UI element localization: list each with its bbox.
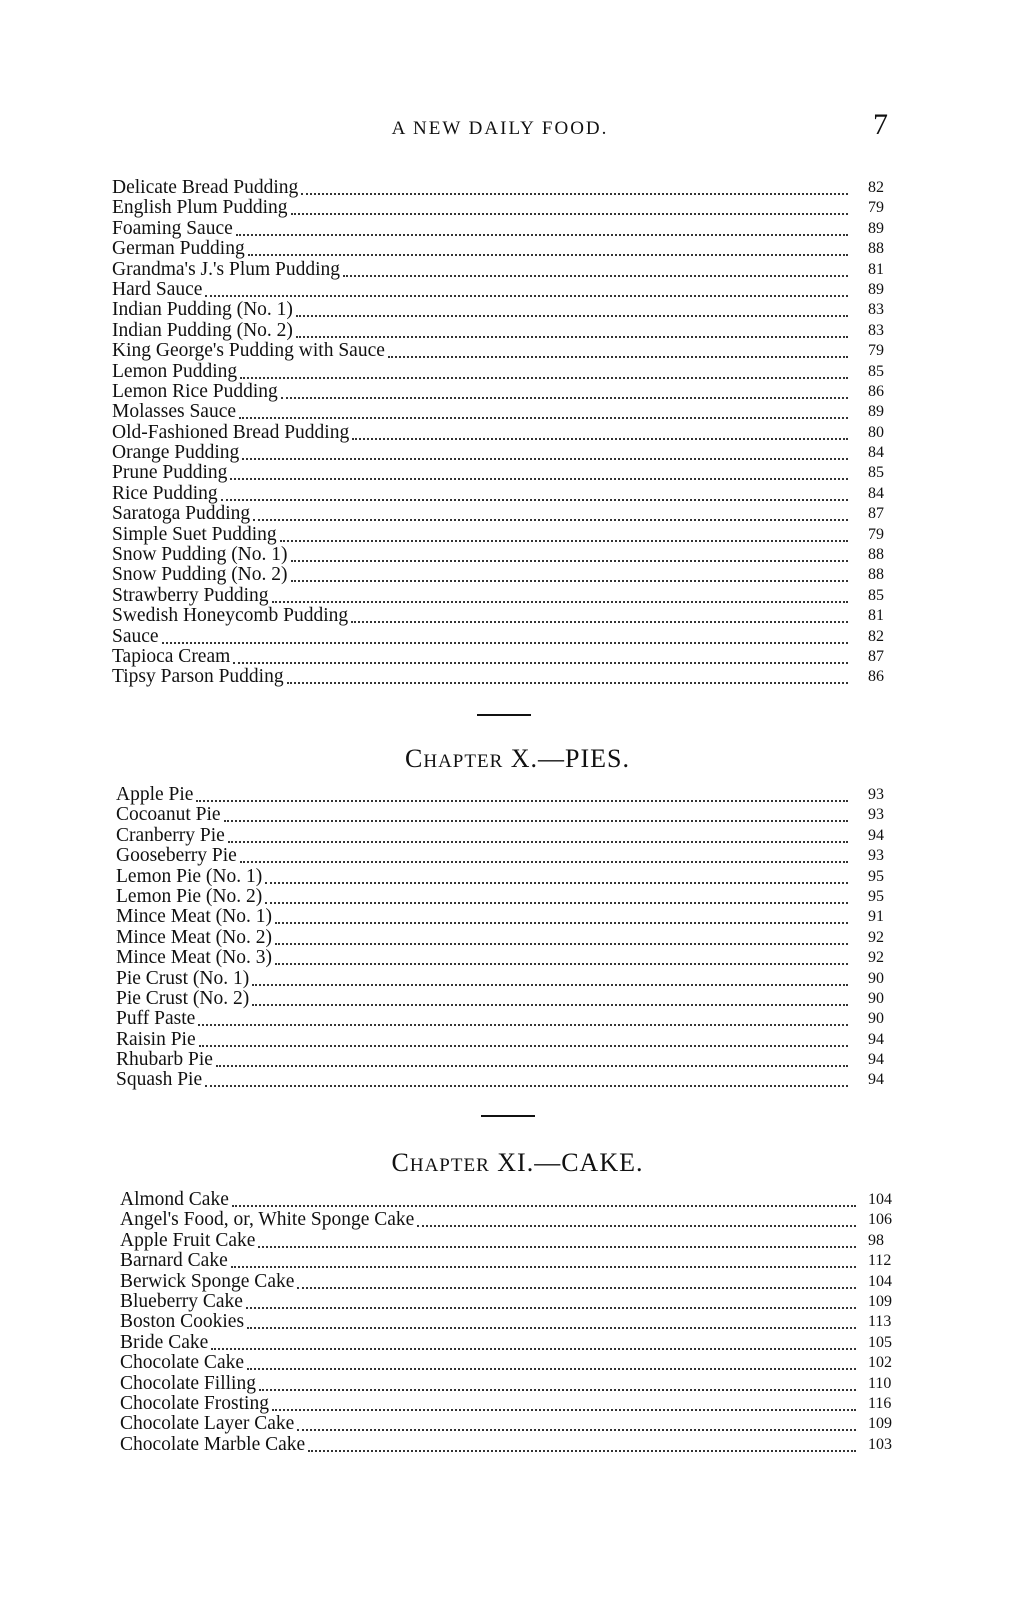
entry-page-number: 90 bbox=[868, 969, 884, 987]
toc-entry bbox=[0, 239, 1035, 259]
entry-page-number: 93 bbox=[868, 847, 884, 865]
entry-title: King George's Pudding with Sauce bbox=[112, 340, 385, 362]
toc-entry bbox=[0, 826, 1035, 846]
leader-dots bbox=[280, 540, 848, 542]
leader-dots bbox=[272, 1409, 856, 1411]
leader-dots bbox=[291, 580, 848, 582]
toc-entry bbox=[0, 362, 1035, 382]
toc-entry bbox=[0, 647, 1035, 667]
entry-page-number: 90 bbox=[868, 1010, 884, 1028]
toc-entry bbox=[0, 586, 1035, 606]
entry-page-number: 105 bbox=[868, 1333, 892, 1351]
toc-entry bbox=[0, 504, 1035, 524]
entry-title: Tapioca Cream bbox=[112, 645, 231, 667]
entry-title: Chocolate Frosting bbox=[120, 1392, 269, 1414]
entry-page-number: 88 bbox=[868, 240, 884, 258]
leader-dots bbox=[246, 1307, 856, 1309]
leader-dots bbox=[296, 336, 848, 338]
entry-title: Molasses Sauce bbox=[112, 401, 237, 423]
entry-title: Lemon Pudding bbox=[112, 360, 238, 382]
entry-title: Chocolate Filling bbox=[120, 1372, 256, 1394]
entry-title: Snow Pudding (No. 1) bbox=[112, 544, 288, 566]
entry-title: Cranberry Pie bbox=[116, 824, 225, 846]
toc-entry bbox=[0, 887, 1035, 907]
entry-title: Snow Pudding (No. 2) bbox=[112, 564, 288, 586]
leader-dots bbox=[291, 213, 848, 215]
toc-entry bbox=[0, 402, 1035, 422]
toc-entry bbox=[0, 1231, 1035, 1251]
toc-entry bbox=[0, 1435, 1035, 1455]
leader-dots bbox=[351, 621, 848, 623]
toc-entry bbox=[0, 1353, 1035, 1373]
leader-dots bbox=[230, 478, 848, 480]
chapter-heading-title: XI.—CAKE. bbox=[497, 1148, 644, 1177]
leader-dots bbox=[252, 1004, 848, 1006]
entry-page-number: 98 bbox=[868, 1231, 884, 1249]
leader-dots bbox=[196, 800, 848, 802]
page-header bbox=[0, 108, 1035, 148]
leader-dots bbox=[272, 601, 848, 603]
entry-page-number: 87 bbox=[868, 647, 884, 665]
toc-entry bbox=[0, 606, 1035, 626]
entry-title: Chocolate Marble Cake bbox=[120, 1433, 306, 1455]
toc-entry bbox=[0, 423, 1035, 443]
leader-dots bbox=[253, 519, 848, 521]
entry-page-number: 94 bbox=[868, 826, 884, 844]
entry-page-number: 85 bbox=[868, 464, 884, 482]
entry-title: Squash Pie bbox=[116, 1069, 203, 1091]
entry-title: Apple Fruit Cake bbox=[120, 1229, 256, 1251]
leader-dots bbox=[205, 295, 848, 297]
toc-entry bbox=[0, 1070, 1035, 1090]
leader-dots bbox=[162, 642, 848, 644]
entry-page-number: 83 bbox=[868, 301, 884, 319]
leader-dots bbox=[258, 1246, 856, 1248]
entry-title: Barnard Cake bbox=[120, 1250, 228, 1272]
section-divider bbox=[477, 714, 531, 716]
toc-list-puddings bbox=[0, 178, 1035, 688]
leader-dots bbox=[236, 234, 848, 236]
leader-dots bbox=[240, 861, 848, 863]
leader-dots bbox=[211, 1348, 856, 1350]
entry-title: Rhubarb Pie bbox=[116, 1049, 213, 1071]
toc-entry bbox=[0, 1050, 1035, 1070]
toc-entry bbox=[0, 805, 1035, 825]
toc-entry bbox=[0, 667, 1035, 687]
toc-entry bbox=[0, 280, 1035, 300]
toc-entry bbox=[0, 300, 1035, 320]
entry-title: Foaming Sauce bbox=[112, 217, 233, 239]
toc-entry bbox=[0, 785, 1035, 805]
toc-entry bbox=[0, 1251, 1035, 1271]
leader-dots bbox=[259, 1389, 856, 1391]
leader-dots bbox=[343, 275, 848, 277]
entry-page-number: 82 bbox=[868, 179, 884, 196]
entry-title: Orange Pudding bbox=[112, 442, 240, 464]
leader-dots bbox=[247, 1368, 856, 1370]
entry-title: Indian Pudding (No. 2) bbox=[112, 319, 293, 341]
leader-dots bbox=[232, 1205, 856, 1207]
entry-title: Blueberry Cake bbox=[120, 1290, 243, 1312]
entry-title: Mince Meat (No. 2) bbox=[116, 926, 272, 948]
entry-title: Old-Fashioned Bread Pudding bbox=[112, 421, 350, 443]
entry-page-number: 84 bbox=[868, 484, 884, 502]
entry-title: Tipsy Parson Pudding bbox=[112, 666, 284, 688]
entry-title: Strawberry Pudding bbox=[112, 584, 269, 606]
entry-title: Lemon Rice Pudding bbox=[112, 380, 278, 402]
leader-dots bbox=[287, 682, 848, 684]
toc-entry bbox=[0, 1292, 1035, 1312]
leader-dots bbox=[242, 458, 848, 460]
entry-title: Boston Cookies bbox=[120, 1311, 245, 1333]
entry-page-number: 94 bbox=[868, 1030, 884, 1048]
entry-page-number: 94 bbox=[868, 1071, 884, 1089]
entry-title: Rice Pudding bbox=[112, 482, 218, 504]
leader-dots bbox=[275, 922, 848, 924]
entry-title: Pie Crust (No. 2) bbox=[116, 987, 250, 1009]
entry-title: Grandma's J.'s Plum Pudding bbox=[112, 258, 341, 280]
leader-dots bbox=[417, 1225, 856, 1227]
chapter-heading-prefix: CHAPTER bbox=[391, 1148, 490, 1177]
entry-page-number: 79 bbox=[868, 525, 884, 543]
entry-page-number: 93 bbox=[868, 806, 884, 824]
entry-page-number: 90 bbox=[868, 989, 884, 1007]
toc-entry bbox=[0, 907, 1035, 927]
toc-entry bbox=[0, 260, 1035, 280]
entry-page-number: 109 bbox=[868, 1415, 892, 1433]
entry-title: Apple Pie bbox=[116, 784, 194, 805]
leader-dots bbox=[308, 1450, 856, 1452]
toc-entry bbox=[0, 627, 1035, 647]
entry-page-number: 93 bbox=[868, 786, 884, 803]
toc-entry bbox=[0, 989, 1035, 1009]
entry-page-number: 79 bbox=[868, 199, 884, 217]
leader-dots bbox=[239, 417, 848, 419]
entry-title: Sauce bbox=[112, 625, 159, 647]
entry-page-number: 89 bbox=[868, 403, 884, 421]
entry-page-number: 79 bbox=[868, 342, 884, 360]
entry-title: German Pudding bbox=[112, 238, 245, 260]
toc-entry bbox=[0, 1414, 1035, 1434]
leader-dots bbox=[231, 1266, 856, 1268]
leader-dots bbox=[275, 963, 848, 965]
entry-title: Cocoanut Pie bbox=[116, 804, 221, 826]
toc-entry bbox=[0, 484, 1035, 504]
leader-dots bbox=[297, 1287, 856, 1289]
entry-page-number: 106 bbox=[868, 1211, 892, 1229]
entry-title: Chocolate Layer Cake bbox=[120, 1413, 295, 1435]
chapter-heading-title: X.—PIES. bbox=[510, 744, 630, 773]
entry-title: Indian Pudding (No. 1) bbox=[112, 299, 293, 321]
entry-page-number: 104 bbox=[868, 1191, 892, 1208]
leader-dots bbox=[265, 882, 848, 884]
toc-entry bbox=[0, 948, 1035, 968]
entry-title: Chocolate Cake bbox=[120, 1352, 244, 1374]
toc-entry bbox=[0, 846, 1035, 866]
page-number: 7 bbox=[873, 108, 888, 141]
toc-entry bbox=[0, 1190, 1035, 1210]
entry-page-number: 83 bbox=[868, 321, 884, 339]
toc-entry bbox=[0, 1030, 1035, 1050]
entry-title: Prune Pudding bbox=[112, 462, 228, 484]
entry-page-number: 84 bbox=[868, 444, 884, 462]
leader-dots bbox=[221, 499, 848, 501]
toc-entry bbox=[0, 1272, 1035, 1292]
toc-entry bbox=[0, 321, 1035, 341]
leader-dots bbox=[198, 1024, 848, 1026]
entry-title: Delicate Bread Pudding bbox=[112, 177, 299, 198]
toc-entry bbox=[0, 969, 1035, 989]
entry-title: Saratoga Pudding bbox=[112, 503, 251, 525]
leader-dots bbox=[233, 662, 848, 664]
entry-title: Lemon Pie (No. 1) bbox=[116, 865, 263, 887]
leader-dots bbox=[228, 841, 848, 843]
leader-dots bbox=[301, 193, 848, 195]
entry-page-number: 113 bbox=[868, 1313, 892, 1331]
entry-title: Hard Sauce bbox=[112, 278, 203, 300]
leader-dots bbox=[297, 1429, 856, 1431]
toc-entry bbox=[0, 219, 1035, 239]
entry-page-number: 92 bbox=[868, 949, 884, 967]
entry-page-number: 94 bbox=[868, 1051, 884, 1069]
toc-entry bbox=[0, 525, 1035, 545]
toc-entry bbox=[0, 1333, 1035, 1353]
toc-entry bbox=[0, 1009, 1035, 1029]
entry-title: Simple Suet Pudding bbox=[112, 523, 277, 545]
leader-dots bbox=[265, 902, 848, 904]
entry-page-number: 86 bbox=[868, 382, 884, 400]
toc-list-pies bbox=[0, 785, 1035, 1091]
leader-dots bbox=[388, 356, 848, 358]
leader-dots bbox=[216, 1065, 848, 1067]
entry-page-number: 116 bbox=[868, 1394, 892, 1412]
entry-page-number: 110 bbox=[868, 1374, 892, 1392]
toc-entry bbox=[0, 867, 1035, 887]
running-title: A NEW DAILY FOOD. bbox=[391, 118, 609, 139]
entry-title: Pie Crust (No. 1) bbox=[116, 967, 250, 989]
leader-dots bbox=[281, 397, 848, 399]
entry-page-number: 86 bbox=[868, 668, 884, 686]
entry-page-number: 112 bbox=[868, 1252, 892, 1270]
section-divider bbox=[481, 1115, 535, 1117]
entry-page-number: 80 bbox=[868, 423, 884, 441]
entry-page-number: 81 bbox=[868, 260, 884, 278]
leader-dots bbox=[224, 820, 848, 822]
entry-title: Almond Cake bbox=[120, 1189, 229, 1210]
leader-dots bbox=[291, 560, 848, 562]
leader-dots bbox=[240, 377, 848, 379]
entry-title: Gooseberry Pie bbox=[116, 845, 237, 867]
leader-dots bbox=[247, 1327, 856, 1329]
entry-page-number: 92 bbox=[868, 928, 884, 946]
toc-entry bbox=[0, 341, 1035, 361]
entry-page-number: 103 bbox=[868, 1435, 892, 1453]
entry-page-number: 88 bbox=[868, 566, 884, 584]
entry-title: Swedish Honeycomb Pudding bbox=[112, 605, 349, 627]
entry-page-number: 88 bbox=[868, 546, 884, 564]
toc-entry bbox=[0, 1312, 1035, 1332]
chapter-heading-prefix: CHAPTER bbox=[405, 744, 504, 773]
entry-page-number: 89 bbox=[868, 219, 884, 237]
chapter-heading-cake bbox=[0, 1148, 1035, 1178]
leader-dots bbox=[296, 315, 848, 317]
leader-dots bbox=[352, 438, 848, 440]
entry-page-number: 91 bbox=[868, 908, 884, 926]
entry-page-number: 82 bbox=[868, 627, 884, 645]
entry-title: Mince Meat (No. 3) bbox=[116, 947, 272, 969]
entry-title: Berwick Sponge Cake bbox=[120, 1270, 295, 1292]
leader-dots bbox=[252, 984, 848, 986]
toc-entry bbox=[0, 1394, 1035, 1414]
toc-entry bbox=[0, 178, 1035, 198]
leader-dots bbox=[199, 1045, 848, 1047]
toc-entry bbox=[0, 463, 1035, 483]
entry-page-number: 95 bbox=[868, 867, 884, 885]
leader-dots bbox=[205, 1085, 848, 1087]
entry-title: English Plum Pudding bbox=[112, 197, 288, 219]
entry-page-number: 85 bbox=[868, 586, 884, 604]
entry-title: Raisin Pie bbox=[116, 1028, 196, 1050]
entry-page-number: 104 bbox=[868, 1272, 892, 1290]
toc-entry bbox=[0, 1374, 1035, 1394]
entry-page-number: 85 bbox=[868, 362, 884, 380]
toc-entry bbox=[0, 198, 1035, 218]
entry-title: Mince Meat (No. 1) bbox=[116, 906, 272, 928]
toc-entry bbox=[0, 382, 1035, 402]
entry-page-number: 95 bbox=[868, 887, 884, 905]
toc-entry bbox=[0, 443, 1035, 463]
entry-page-number: 109 bbox=[868, 1292, 892, 1310]
entry-title: Lemon Pie (No. 2) bbox=[116, 885, 263, 907]
chapter-heading-pies bbox=[0, 744, 1035, 774]
entry-title: Bride Cake bbox=[120, 1331, 209, 1353]
toc-entry bbox=[0, 545, 1035, 565]
leader-dots bbox=[248, 254, 848, 256]
entry-page-number: 89 bbox=[868, 280, 884, 298]
leader-dots bbox=[275, 943, 848, 945]
toc-entry bbox=[0, 1210, 1035, 1230]
toc-list-cake bbox=[0, 1190, 1035, 1455]
entry-page-number: 102 bbox=[868, 1354, 892, 1372]
entry-title: Angel's Food, or, White Sponge Cake bbox=[120, 1209, 415, 1231]
entry-title: Puff Paste bbox=[116, 1008, 196, 1030]
entry-page-number: 87 bbox=[868, 505, 884, 523]
entry-page-number: 81 bbox=[868, 607, 884, 625]
toc-entry bbox=[0, 565, 1035, 585]
toc-entry bbox=[0, 928, 1035, 948]
